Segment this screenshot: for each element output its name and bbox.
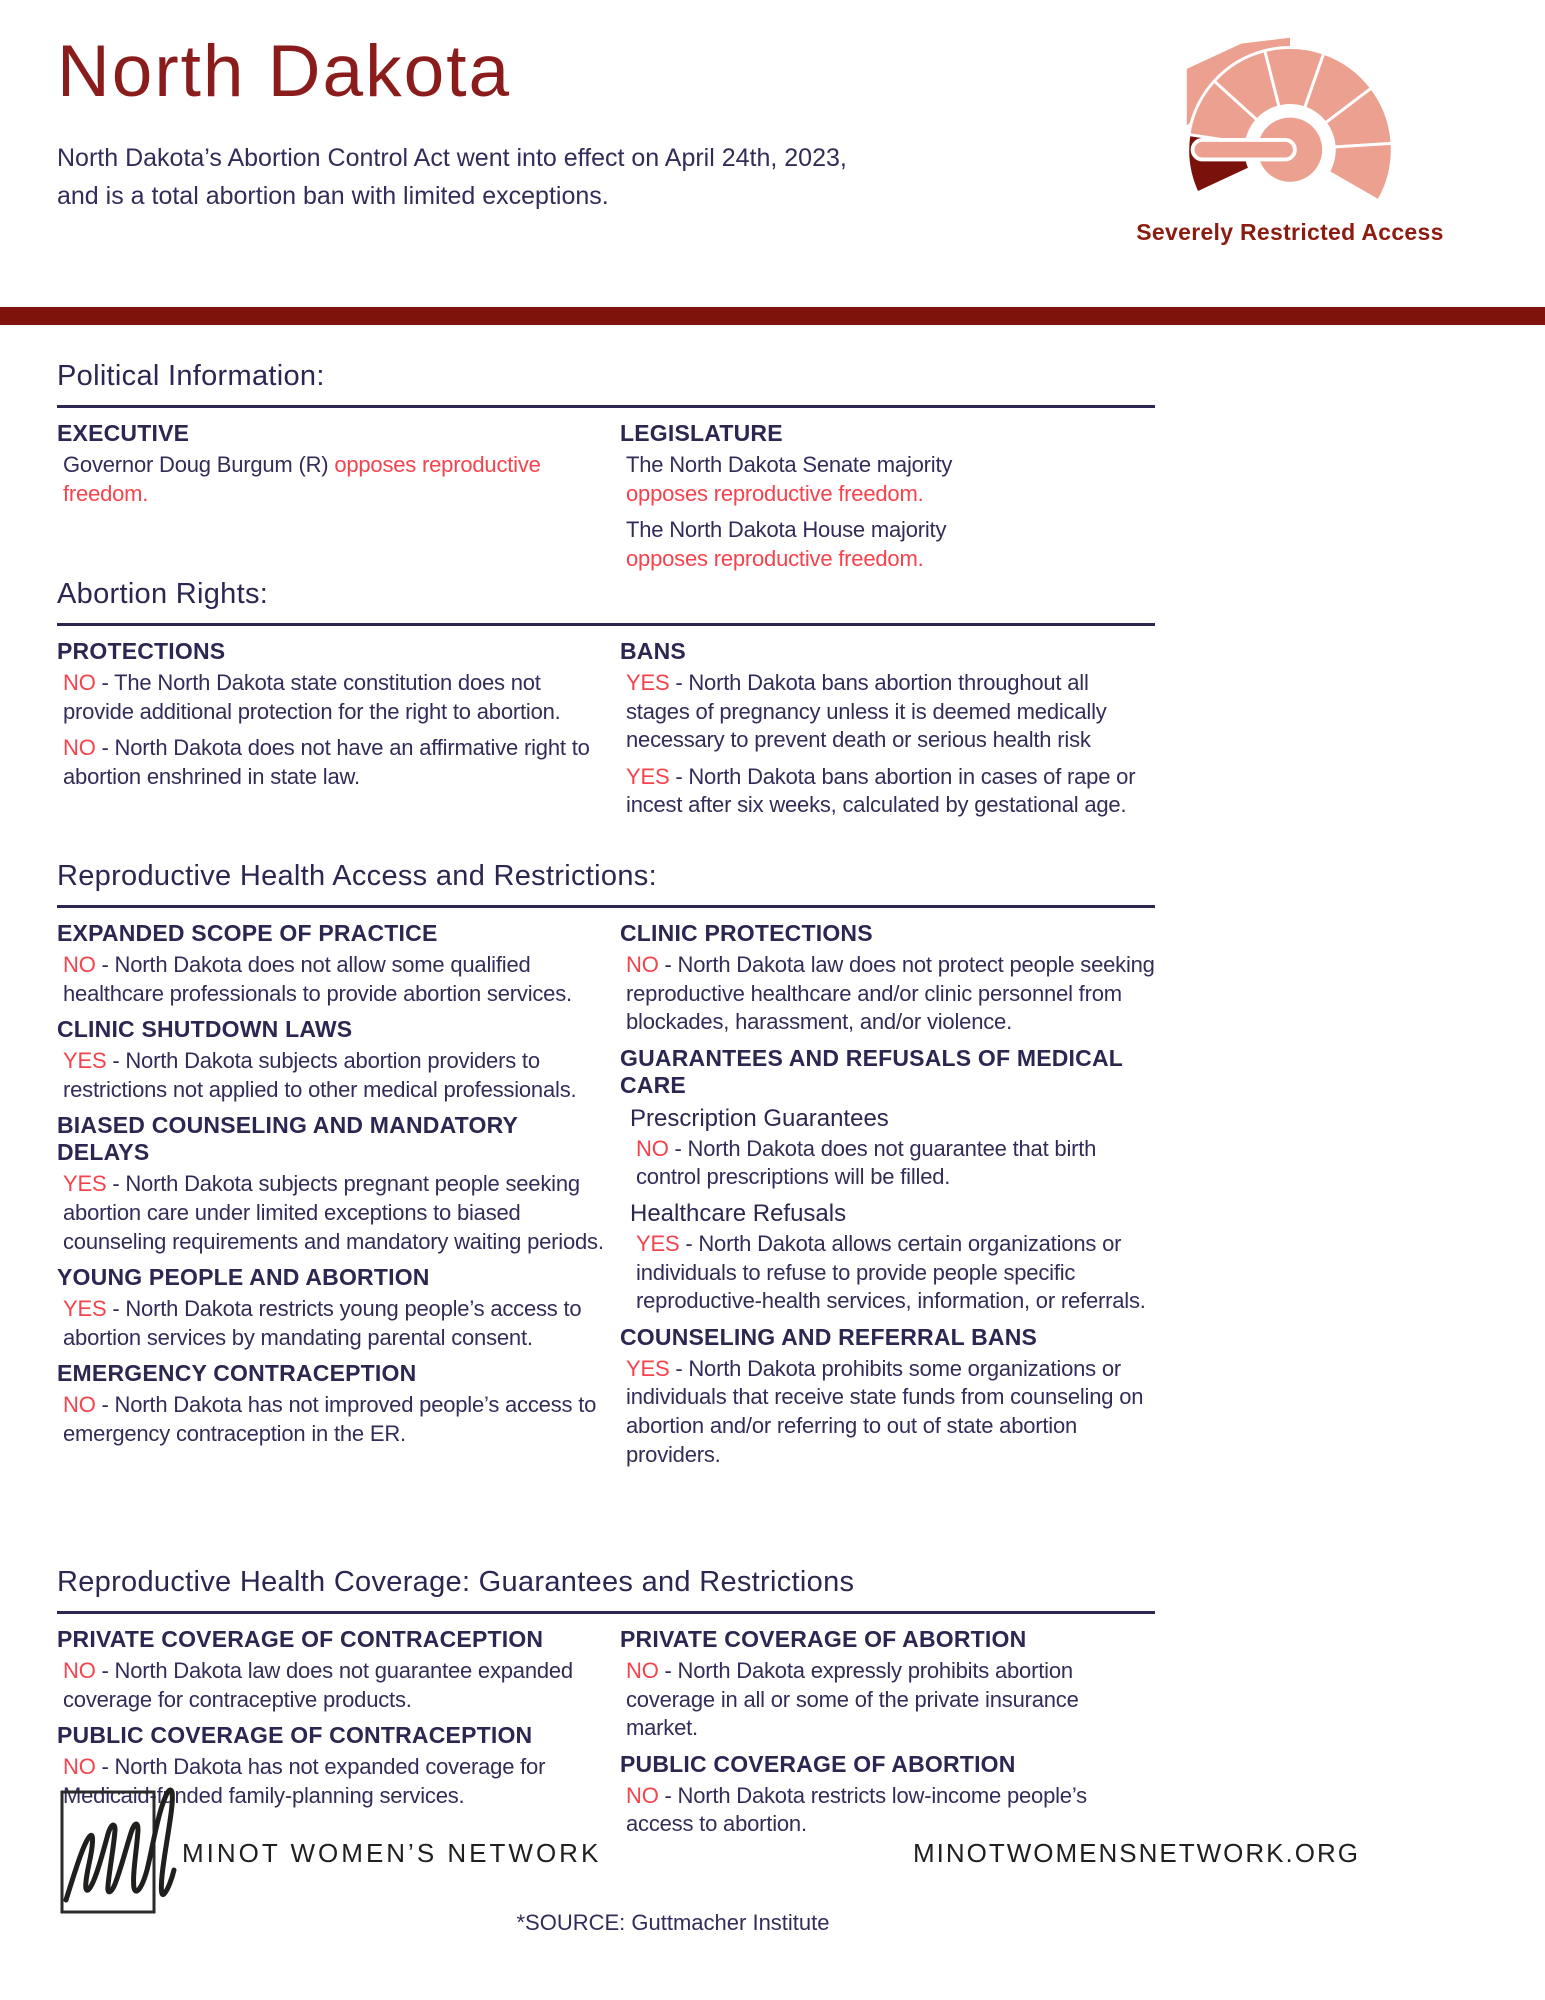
access-status-label: Severely Restricted Access bbox=[1136, 219, 1444, 245]
fact-text: - North Dakota bans abortion in cases of rape or incest after six weeks, calculated by gestational age. bbox=[626, 763, 1136, 818]
block-heading: GUARANTEES AND REFUSALS OF MEDICAL CARE bbox=[620, 1044, 1123, 1098]
fact-answer: NO bbox=[63, 670, 96, 695]
block-heading: COUNSELING AND REFERRAL BANS bbox=[620, 1323, 1038, 1350]
section-health-coverage bbox=[57, 1566, 1155, 1847]
fact-text: - North Dakota has not expanded coverage for Medicaid-funded family-planning services. bbox=[63, 1754, 546, 1808]
fact-answer: YES bbox=[626, 670, 670, 695]
block-heading: EXPANDED SCOPE OF PRACTICE bbox=[57, 920, 438, 946]
section-columns bbox=[57, 1614, 1155, 1847]
block-heading: YOUNG PEOPLE AND ABORTION bbox=[57, 1264, 430, 1291]
fact-text: - North Dakota law does not guarantee expanded coverage for contraceptive products. bbox=[63, 1658, 573, 1712]
maroon-divider-bar bbox=[0, 307, 1545, 325]
block-heading: CLINIC PROTECTIONS bbox=[620, 920, 873, 946]
logo-scribble-stroke bbox=[66, 1790, 174, 1900]
org-name: MINOT WOMEN’S NETWORK bbox=[182, 1838, 602, 1868]
fact-text: Governor Doug Burgum (R) bbox=[63, 452, 335, 477]
fact-text: - North Dakota does not allow some qualified healthcare professionals to provide abortion services. bbox=[63, 952, 572, 1006]
fact-answer: NO bbox=[63, 1658, 96, 1683]
mwn-scribble-logo-icon bbox=[50, 1772, 190, 1932]
fact-answer: YES bbox=[63, 1048, 107, 1074]
block-heading: PUBLIC COVERAGE OF ABORTION bbox=[620, 1750, 1016, 1777]
fact-item bbox=[63, 669, 612, 726]
block-heading: BIASED COUNSELING AND MANDATORY DELAYS bbox=[57, 1112, 518, 1166]
fact-item bbox=[626, 669, 1155, 755]
fact-text: The North Dakota House majority bbox=[626, 517, 947, 543]
fact-answer: NO bbox=[636, 1135, 669, 1161]
section-abortion-rights bbox=[57, 578, 1155, 828]
fact-item bbox=[63, 1657, 612, 1714]
section-heading: Political Information: bbox=[57, 360, 1155, 408]
fact-item bbox=[63, 1295, 612, 1352]
column-left bbox=[57, 416, 612, 581]
fact-answer: NO bbox=[626, 1782, 659, 1808]
fact-text: - North Dakota does not have an affirmative right to abortion enshrined in state law. bbox=[63, 735, 590, 789]
fact-stance: opposes reproductive freedom. bbox=[63, 452, 541, 506]
fact-answer: NO bbox=[63, 1392, 96, 1418]
fact-item bbox=[63, 451, 612, 508]
section-heading: Reproductive Health Coverage: Guarantees and Restrictions bbox=[57, 1566, 1155, 1614]
fact-item bbox=[63, 1391, 612, 1448]
source-note: *SOURCE: Guttmacher Institute bbox=[516, 1910, 830, 1935]
section-columns bbox=[57, 908, 1155, 1477]
fact-stance: opposes reproductive freedom. bbox=[626, 480, 924, 506]
block-heading: PROTECTIONS bbox=[57, 638, 226, 664]
fact-text: - North Dakota bans abortion throughout all stages of pregnancy unless it is deemed medically necessary to prevent death or serious health risk bbox=[626, 670, 1107, 753]
section-political-information bbox=[57, 360, 1155, 581]
fact-answer: YES bbox=[63, 1296, 107, 1322]
fact-text: - North Dakota does not guarantee that birth control prescriptions will be filled. bbox=[636, 1135, 1097, 1190]
column-right bbox=[620, 416, 1155, 581]
fact-item bbox=[626, 1355, 1155, 1469]
section-columns bbox=[57, 408, 1155, 581]
fact-text: - North Dakota restricts low-income people’s access to abortion. bbox=[626, 1782, 1087, 1837]
fact-text: - North Dakota subjects abortion providers to restrictions not applied to other medical professionals. bbox=[63, 1048, 577, 1102]
fact-item bbox=[636, 1135, 1155, 1192]
fact-answer: NO bbox=[63, 1754, 96, 1780]
fact-item bbox=[63, 734, 612, 791]
sub-block bbox=[620, 1105, 1155, 1316]
fact-text: - North Dakota allows certain organizations or individuals to refuse to provide people specific reproductive-health services, information, or referrals. bbox=[636, 1230, 1146, 1314]
sub-block-heading: Prescription Guarantees bbox=[630, 1104, 889, 1132]
fact-answer: NO bbox=[63, 952, 96, 977]
fact-item bbox=[636, 1230, 1155, 1316]
column-right bbox=[620, 916, 1155, 1477]
fact-item bbox=[626, 1657, 1155, 1743]
fact-item bbox=[63, 951, 612, 1008]
fact-text: - North Dakota restricts young people’s access to abortion services by mandating parental consent. bbox=[63, 1296, 582, 1350]
fact-item bbox=[626, 451, 1155, 508]
fact-item bbox=[626, 516, 1155, 573]
column-right bbox=[620, 1622, 1155, 1847]
gauge-needle bbox=[1193, 140, 1295, 159]
fact-text: - North Dakota subjects pregnant people seeking abortion care under limited exceptions to biased counseling requirements and mandatory waiting periods. bbox=[63, 1171, 604, 1254]
access-gauge bbox=[1100, 28, 1480, 246]
fact-answer: NO bbox=[626, 1658, 659, 1683]
fact-text: - North Dakota has not improved people’s access to emergency contraception in the ER. bbox=[63, 1392, 597, 1446]
fact-answer: NO bbox=[626, 952, 659, 977]
fact-answer: NO bbox=[63, 735, 96, 761]
website-url: MINOTWOMENSNETWORK.ORG bbox=[913, 1838, 1360, 1868]
fact-item bbox=[63, 1047, 612, 1104]
fact-text: - North Dakota prohibits some organizations or individuals that receive state funds from counseling on abortion and/or referring to out of state abortion providers. bbox=[626, 1355, 1144, 1467]
block-heading: PRIVATE COVERAGE OF ABORTION bbox=[620, 1626, 1027, 1652]
block-heading: EMERGENCY CONTRACEPTION bbox=[57, 1360, 417, 1387]
fact-answer: YES bbox=[63, 1171, 107, 1197]
block-heading: PRIVATE COVERAGE OF CONTRACEPTION bbox=[57, 1626, 544, 1652]
block-heading: CLINIC SHUTDOWN LAWS bbox=[57, 1016, 353, 1043]
column-right bbox=[620, 634, 1155, 828]
state-title: North Dakota bbox=[57, 31, 512, 112]
fact-item bbox=[626, 763, 1155, 820]
fact-text: - The North Dakota state constitution does not provide additional protection for the right to abortion. bbox=[63, 670, 561, 724]
fact-item bbox=[626, 951, 1155, 1037]
fact-text: The North Dakota Senate majority bbox=[626, 452, 953, 477]
section-heading: Abortion Rights: bbox=[57, 578, 1155, 626]
fact-item bbox=[63, 1170, 612, 1256]
fact-item bbox=[626, 1782, 1155, 1839]
fact-answer: YES bbox=[626, 763, 670, 789]
column-left bbox=[57, 916, 612, 1477]
section-health-access-restrictions bbox=[57, 860, 1155, 1477]
column-left bbox=[57, 634, 612, 828]
block-heading: LEGISLATURE bbox=[620, 420, 783, 446]
fact-answer: YES bbox=[636, 1230, 680, 1256]
block-heading: BANS bbox=[620, 638, 686, 664]
fact-answer: YES bbox=[626, 1355, 670, 1381]
block-heading: EXECUTIVE bbox=[57, 420, 190, 446]
speedometer-gauge-icon bbox=[1140, 28, 1440, 213]
fact-text: - North Dakota expressly prohibits abortion coverage in all or some of the private insurance market. bbox=[626, 1658, 1079, 1741]
fact-text: - North Dakota law does not protect people seeking reproductive healthcare and/or clinic personnel from blockades, harassment, and/or violence. bbox=[626, 952, 1155, 1035]
sub-block-heading: Healthcare Refusals bbox=[630, 1199, 847, 1227]
state-summary: North Dakota’s Abortion Control Act went into effect on April 24th, 2023, and is a total abortion ban with limited exceptions. bbox=[57, 144, 847, 210]
fact-stance: opposes reproductive freedom. bbox=[626, 545, 924, 571]
section-heading: Reproductive Health Access and Restrictions: bbox=[57, 860, 1155, 908]
section-columns bbox=[57, 626, 1155, 828]
block-heading: PUBLIC COVERAGE OF CONTRACEPTION bbox=[57, 1722, 533, 1749]
